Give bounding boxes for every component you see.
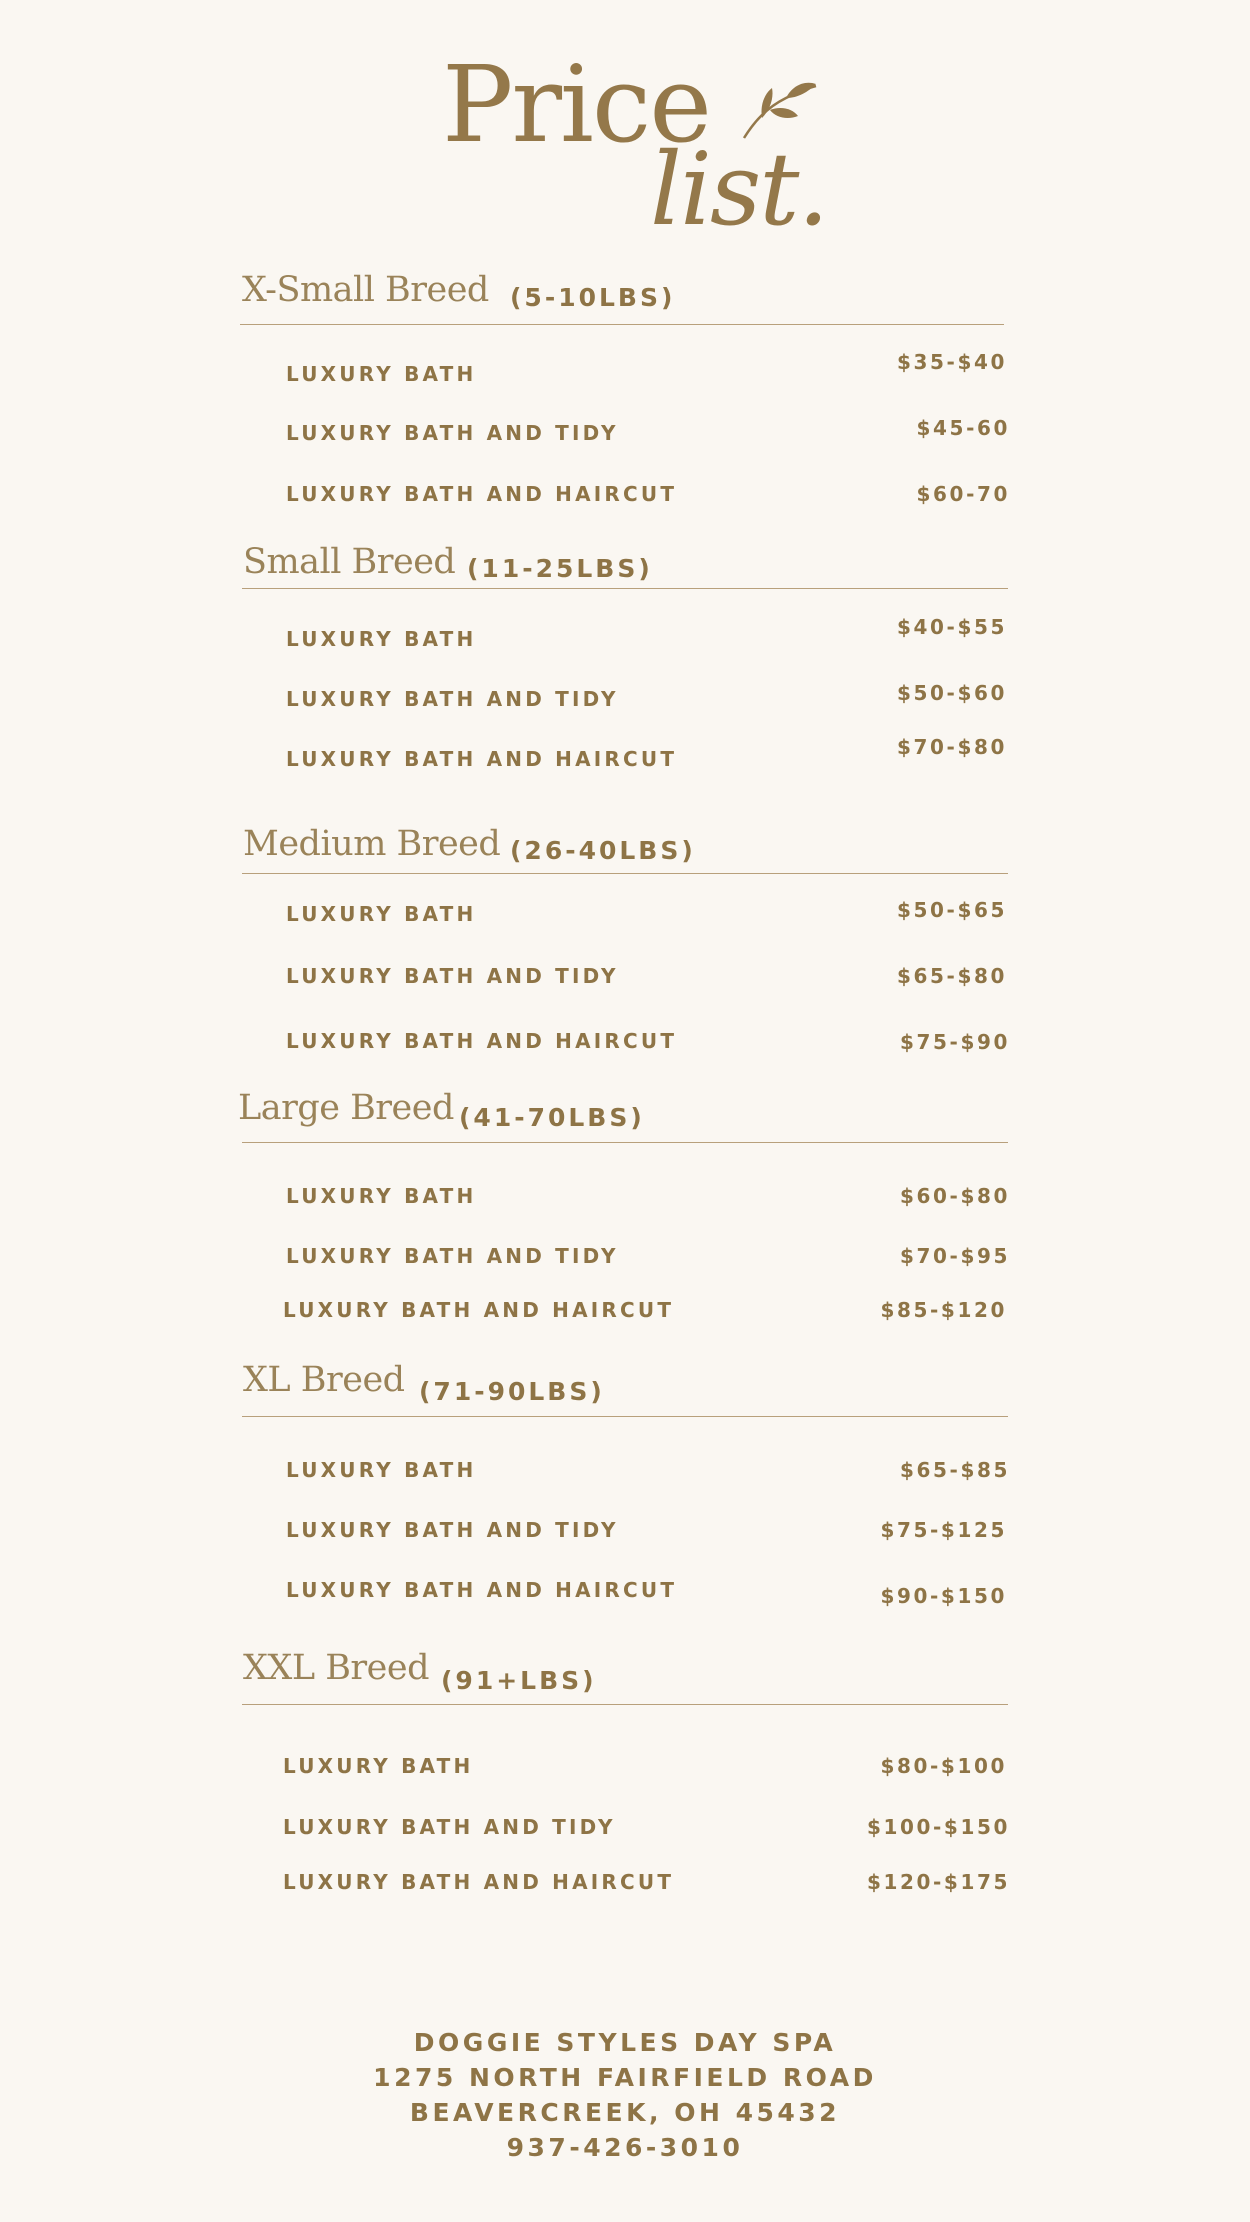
service-name: LUXURY BATH xyxy=(286,1184,477,1208)
section-divider xyxy=(240,324,1004,325)
service-name: LUXURY BATH AND TIDY xyxy=(286,1244,619,1268)
street-address: 1275 NORTH FAIRFIELD ROAD xyxy=(373,2063,877,2092)
service-price: $65-$85 xyxy=(900,1458,1010,1482)
service-price: $100-$150 xyxy=(866,1815,1010,1839)
service-name: LUXURY BATH xyxy=(286,1458,477,1482)
section-divider xyxy=(242,1142,1008,1143)
breed-name: Small Breed xyxy=(243,542,456,582)
price-list-title xyxy=(0,0,1250,250)
service-name: LUXURY BATH xyxy=(286,627,477,651)
breed-name: XL Breed xyxy=(243,1360,405,1400)
service-name: LUXURY BATH xyxy=(286,362,477,386)
service-price: $75-$90 xyxy=(900,1030,1010,1054)
service-name: LUXURY BATH AND TIDY xyxy=(283,1815,616,1839)
breed-weight: (91+LBS) xyxy=(441,1666,597,1695)
service-price: $45-60 xyxy=(916,416,1010,440)
service-name: LUXURY BATH AND HAIRCUT xyxy=(286,747,678,771)
service-name: LUXURY BATH AND TIDY xyxy=(286,964,619,988)
breed-name: X-Small Breed xyxy=(242,270,489,310)
service-price: $70-$95 xyxy=(900,1244,1010,1268)
service-name: LUXURY BATH AND HAIRCUT xyxy=(286,1578,678,1602)
breed-weight: (11-25LBS) xyxy=(467,554,653,583)
breed-name: XXL Breed xyxy=(243,1648,429,1688)
city-state-zip: BEAVERCREEK, OH 45432 xyxy=(409,2098,841,2127)
service-name: LUXURY BATH AND HAIRCUT xyxy=(286,482,678,506)
service-price: $60-$80 xyxy=(900,1184,1010,1208)
service-name: LUXURY BATH AND HAIRCUT xyxy=(283,1298,675,1322)
section-divider xyxy=(242,873,1008,874)
service-price: $75-$125 xyxy=(880,1518,1007,1542)
service-price: $35-$40 xyxy=(897,350,1007,374)
service-name: LUXURY BATH xyxy=(286,902,477,926)
section-divider xyxy=(242,588,1008,589)
section-divider xyxy=(242,1704,1008,1705)
leaf-sprig-icon xyxy=(740,78,818,140)
breed-name: Large Breed xyxy=(238,1088,454,1128)
title-line-list: list. xyxy=(650,131,828,248)
contact-footer xyxy=(0,2025,1250,2165)
service-name: LUXURY BATH AND TIDY xyxy=(286,1518,619,1542)
service-name: LUXURY BATH xyxy=(283,1754,474,1778)
service-price: $120-$175 xyxy=(866,1870,1010,1894)
service-price: $90-$150 xyxy=(880,1584,1007,1608)
breed-weight: (71-90LBS) xyxy=(419,1377,605,1406)
service-name: LUXURY BATH AND TIDY xyxy=(286,421,619,445)
service-price: $70-$80 xyxy=(897,735,1007,759)
service-name: LUXURY BATH AND TIDY xyxy=(286,687,619,711)
service-name: LUXURY BATH AND HAIRCUT xyxy=(286,1029,678,1053)
service-name: LUXURY BATH AND HAIRCUT xyxy=(283,1870,675,1894)
breed-name: Medium Breed xyxy=(243,824,501,864)
service-price: $50-$65 xyxy=(897,898,1007,922)
title-line-price: Price xyxy=(442,43,710,166)
service-price: $65-$80 xyxy=(897,964,1007,988)
service-price: $50-$60 xyxy=(897,681,1007,705)
business-name: DOGGIE STYLES DAY SPA xyxy=(413,2028,837,2057)
service-price: $60-70 xyxy=(916,482,1010,506)
service-price: $40-$55 xyxy=(897,615,1007,639)
phone-number: 937-426-3010 xyxy=(506,2133,744,2162)
service-price: $80-$100 xyxy=(880,1754,1007,1778)
service-price: $85-$120 xyxy=(880,1298,1007,1322)
breed-weight: (5-10LBS) xyxy=(510,283,676,312)
breed-weight: (26-40LBS) xyxy=(510,836,696,865)
breed-weight: (41-70LBS) xyxy=(459,1103,645,1132)
section-divider xyxy=(242,1416,1008,1417)
